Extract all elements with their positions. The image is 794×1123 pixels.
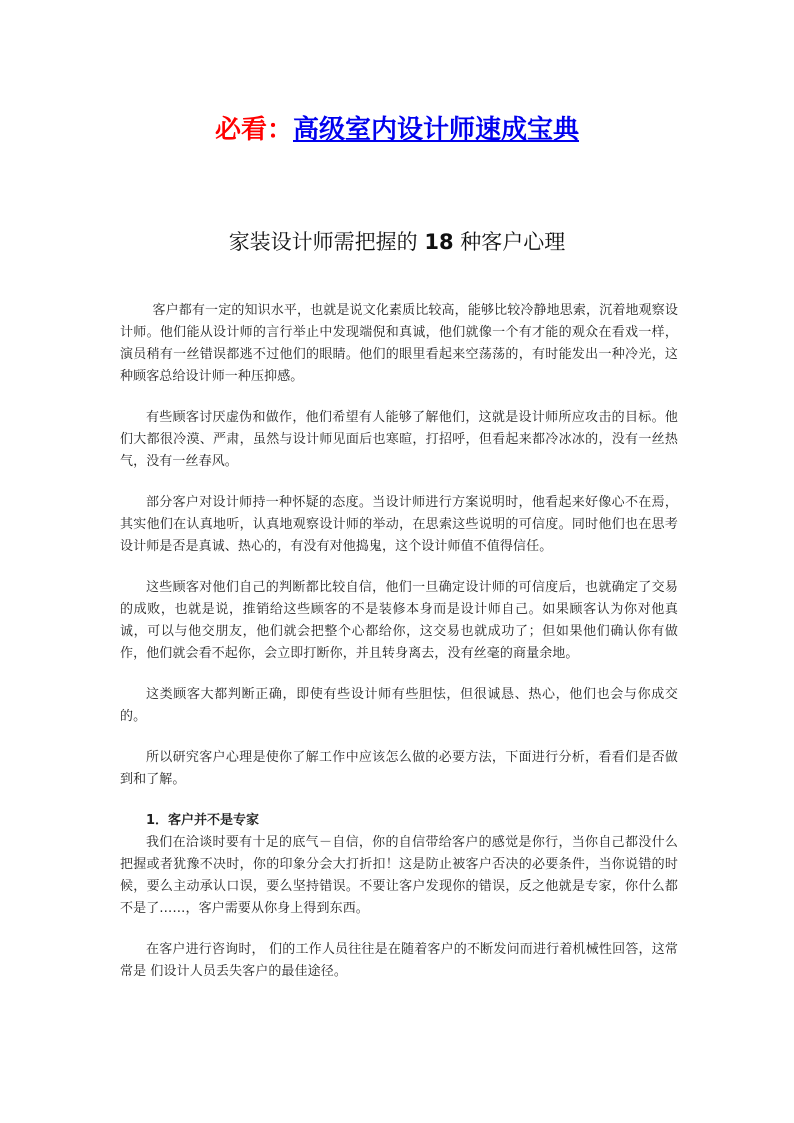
paragraph: 这些顾客对他们自己的判断都比较自信，他们一旦确定设计师的可信度后，也就确定了交易的成败，也就是说，推销给这些顾客的不是装修本身而是设计师自己。如果顾客认为你对他真诚，可以与他交朋友，他们就会把整个心都给你，这交易也就成功了；但如果他们确认你有做作，他们就会看不起你，会立即打断你，并且转身离去，没有丝毫的商量余地。 (120, 580, 678, 661)
paragraph: 在客户进行咨询时， 们的工作人员往往是在随着客户的不断发问而进行着机械性回答，这常常是 们设计人员丢失客户的最佳途径。 (120, 942, 678, 979)
section-heading: 1．客户并不是专家 (146, 813, 260, 828)
paragraph: 这类顾客大都判断正确，即使有些设计师有些胆怯，但很诚恳、热心，他们也会与你成交的。 (120, 687, 678, 724)
document-title (0, 226, 794, 258)
paragraph: 部分客户对设计师持一种怀疑的态度。当设计师进行方案说明时，他看起来好像心不在焉，其实他们在认真地听，认真地观察设计师的举动，在思索这些说明的可信度。同时他们也在思考设计师是否是真诚、热心的，有没有对他捣鬼，这个设计师值不值得信任。 (120, 495, 678, 554)
title-number: 18 (424, 230, 454, 254)
paragraph: 有些顾客讨厌虚伪和做作，他们希望有人能够了解他们，这就是设计师所应攻击的目标。他们大都很冷漠、严肃，虽然与设计师见面后也寒暄，打招呼，但看起来都冷冰冰的，没有一丝热气，没有一丝春风。 (120, 410, 678, 469)
promo-banner (0, 112, 794, 148)
paragraph: 客户都有一定的知识水平，也就是说文化素质比较高，能够比较冷静地思索，沉着地观察设计师。他们能从设计师的言行举止中发现端倪和真诚，他们就像一个有才能的观众在看戏一样，演员稍有一丝错误都逃不过他们的眼睛。他们的眼里看起来空荡荡的，有时能发出一种冷光，这种顾客总给设计师一种压抑感。 (120, 303, 678, 384)
title-text-after: 种客户心理 (460, 230, 566, 254)
banner-prefix: 必看： (214, 115, 293, 145)
document-body (120, 300, 678, 1002)
paragraph: 我们在洽谈时要有十足的底气－自信，你的自信带给客户的感觉是你行，当你自己都没什么把握或者犹豫不决时，你的印象分会大打折扣！这是防止被客户否决的必要条件，当你说错的时候，要么主动承认口误，要么坚持错误。不要让客户发现你的错误，反之他就是专家，你什么都不是了……，客户需要从你身上得到东西。 (120, 835, 678, 916)
banner-link[interactable]: 高级室内设计师速成宝典 (293, 115, 580, 145)
paragraph: 所以研究客户心理是使你了解工作中应该怎么做的必要方法，下面进行分析，看看们是否做到和了解。 (120, 750, 678, 787)
title-text-before: 家装设计师需把握的 (228, 230, 418, 254)
